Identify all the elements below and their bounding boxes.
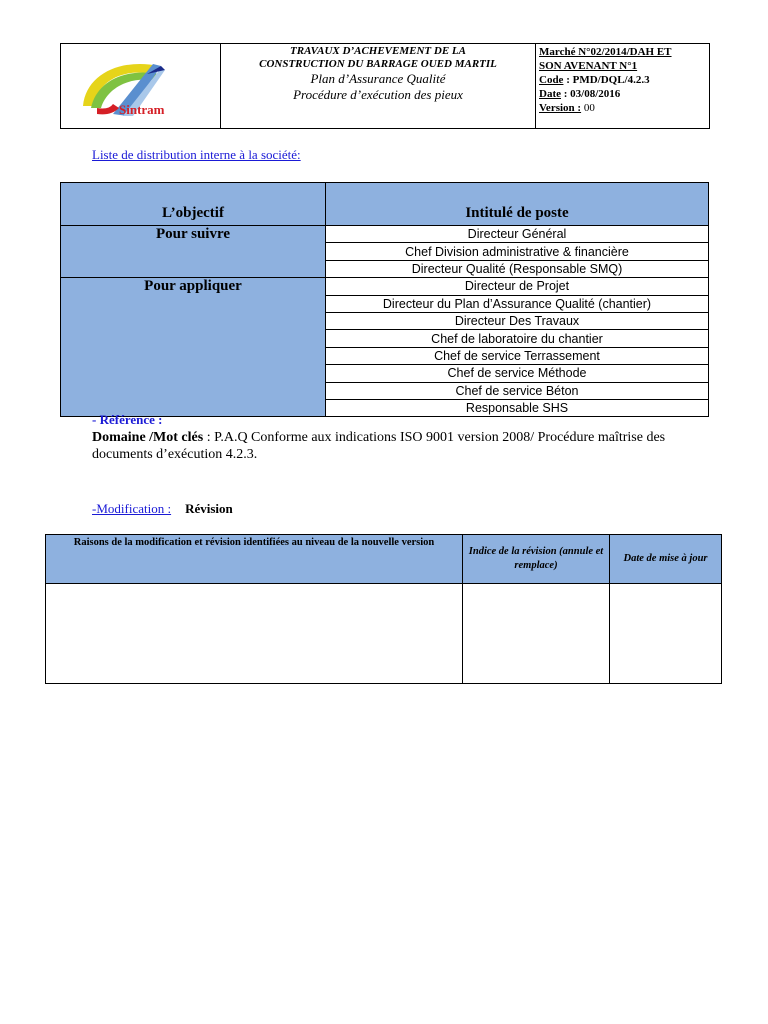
marche-line1: Marché N°02/2014/DAH ET [539, 46, 672, 58]
reference-section [92, 412, 692, 463]
poste-cell: Directeur Général [326, 226, 709, 243]
domaine-text [92, 429, 692, 463]
version-row [539, 101, 709, 115]
indice-cell [463, 584, 610, 684]
distribution-table [60, 182, 709, 417]
header-title-line4: Procédure d’exécution des pieux [293, 87, 463, 102]
modification-section [92, 501, 233, 517]
version-label: Version : [539, 102, 582, 114]
date-label: Date [539, 88, 561, 100]
date-cell [610, 584, 722, 684]
objectif-pour-suivre: Pour suivre [61, 226, 326, 278]
col-objectif: L’objectif [61, 183, 326, 226]
sintram-logo-icon [61, 44, 219, 128]
marche-line2: SON AVENANT N°1 [539, 60, 638, 72]
poste-cell: Chef de service Béton [326, 382, 709, 399]
poste-cell: Responsable SHS [326, 399, 709, 416]
header-title-block [221, 44, 536, 128]
header-title-line3: Plan d’Assurance Qualité [310, 71, 446, 86]
table-row [61, 278, 709, 295]
poste-cell: Directeur Qualité (Responsable SMQ) [326, 260, 709, 277]
date-value: : 03/08/2016 [561, 88, 621, 100]
poste-cell: Directeur du Plan d’Assurance Qualité (chantier) [326, 295, 709, 312]
poste-cell: Chef de service Terrassement [326, 347, 709, 364]
header-title-line1: TRAVAUX D’ACHEVEMENT DE LA [290, 45, 466, 57]
table-header-row [61, 183, 709, 226]
version-value: 00 [581, 102, 595, 114]
distribution-title: Liste de distribution interne à la société: [92, 147, 301, 162]
col-indice: Indice de la révision (annule et remplace) [463, 535, 610, 584]
document-header [60, 43, 710, 129]
poste-cell: Chef Division administrative & financière [326, 243, 709, 260]
objectif-pour-appliquer: Pour appliquer [61, 278, 326, 417]
date-row [539, 87, 709, 101]
poste-cell: Chef de laboratoire du chantier [326, 330, 709, 347]
modification-label: -Modification : [92, 501, 172, 516]
poste-cell: Chef de service Méthode [326, 365, 709, 382]
modification-value: Révision [185, 501, 233, 516]
domaine-label: Domaine /Mot clés [92, 430, 204, 445]
reference-label: - Référence : [92, 412, 163, 427]
table-row [46, 584, 722, 684]
col-poste: Intitulé de poste [326, 183, 709, 226]
table-header-row [46, 535, 722, 584]
code-label: Code [539, 74, 564, 86]
col-raisons: Raisons de la modification et révision identifiées au niveau de la nouvelle version [46, 535, 463, 584]
header-meta-block [536, 44, 709, 128]
header-title-line2: CONSTRUCTION DU BARRAGE OUED MARTIL [259, 58, 497, 70]
code-row [539, 73, 709, 87]
domaine-value: : P.A.Q Conforme aux indications ISO 9001 version 2008/ Procédure maîtrise des documents d’exécution 4.2.3. [92, 430, 666, 462]
code-value: : PMD/DQL/4.2.3 [563, 74, 650, 86]
poste-cell: Directeur Des Travaux [326, 312, 709, 329]
table-row [61, 226, 709, 243]
raisons-cell [46, 584, 463, 684]
company-logo [61, 44, 221, 128]
revision-table [45, 534, 722, 684]
poste-cell: Directeur de Projet [326, 278, 709, 295]
logo-text: Sintram [119, 102, 165, 117]
col-date: Date de mise à jour [610, 535, 722, 584]
